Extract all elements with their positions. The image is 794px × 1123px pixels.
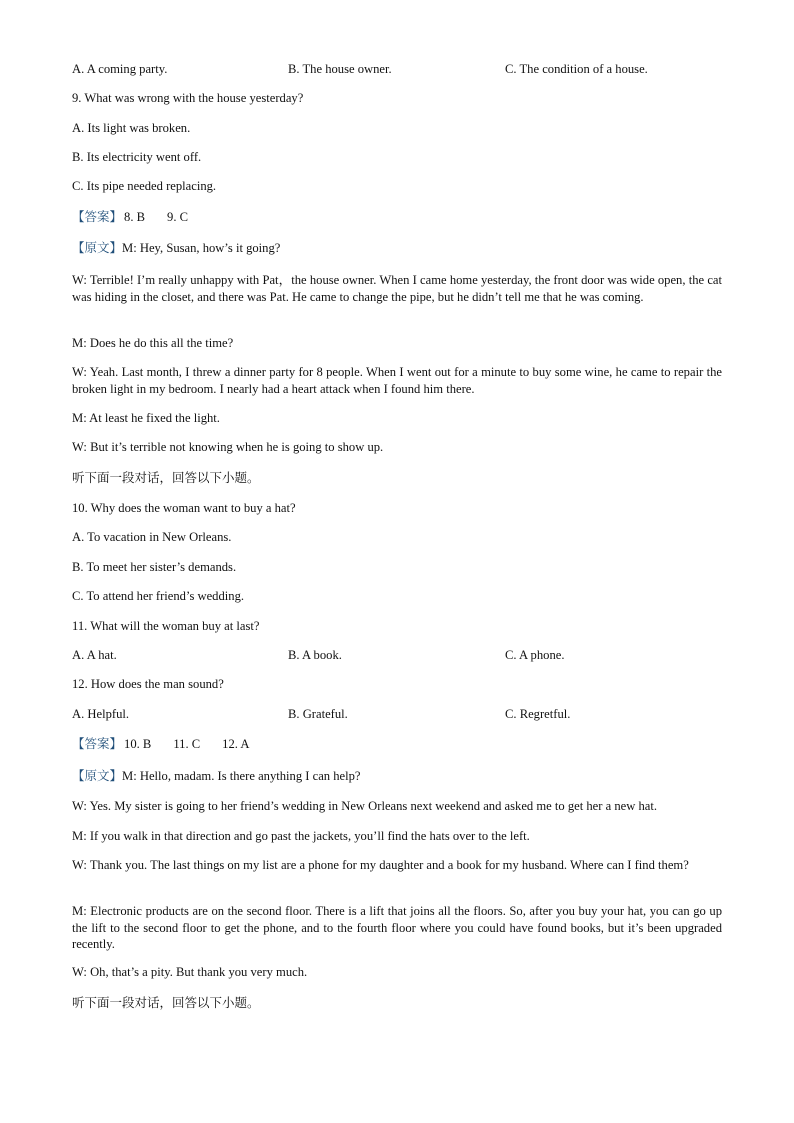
dialogue-line: M: If you walk in that direction and go past the jackets, you’ll find the hats over to the left. bbox=[72, 829, 530, 843]
dialogue-line: M: At least he fixed the light. bbox=[72, 411, 220, 425]
answer-line-2 bbox=[72, 736, 249, 753]
transcript-tag: 【原文】 bbox=[72, 240, 123, 255]
dialogue-text: M: Hey, Susan, how’s it going? bbox=[122, 241, 281, 255]
transcript-tag: 【原文】 bbox=[72, 768, 123, 783]
answer-value: 12. A bbox=[222, 737, 250, 751]
q8-option-a: A. A coming party. bbox=[72, 62, 168, 76]
answer-line-1 bbox=[72, 209, 188, 226]
answer-tag: 【答案】 bbox=[72, 209, 123, 224]
answer-tag: 【答案】 bbox=[72, 736, 123, 751]
q10-option-b: B. To meet her sister’s demands. bbox=[72, 560, 237, 574]
dialogue-paragraph: W: Yeah. Last month, I threw a dinner party for 8 people. When I went out for a minute to buy some wine, he came to repair the broken light in my bedroom. I nearly had a heart attack when I found him there. bbox=[72, 365, 722, 396]
section-instruction: 听下面一段对话，回答以下小题。 bbox=[72, 995, 260, 1010]
q9-option-b: B. Its electricity went off. bbox=[72, 150, 202, 164]
q11-option-b: B. A book. bbox=[288, 648, 342, 662]
transcript-line bbox=[72, 768, 361, 785]
dialogue-line: W: But it’s terrible not knowing when he is going to show up. bbox=[72, 440, 384, 454]
q10-question: 10. Why does the woman want to buy a hat? bbox=[72, 501, 296, 515]
transcript-line bbox=[72, 240, 280, 257]
q9-question: 9. What was wrong with the house yesterday? bbox=[72, 91, 304, 105]
dialogue-line: M: Does he do this all the time? bbox=[72, 336, 234, 350]
answer-value: 9. C bbox=[167, 210, 189, 224]
answer-value: 11. C bbox=[173, 737, 201, 751]
dialogue-line: W: Oh, that’s a pity. But thank you very much. bbox=[72, 965, 308, 979]
q12-option-c: C. Regretful. bbox=[505, 707, 571, 721]
dialogue-paragraph: W: Terrible! I’m really unhappy with Pat，the house owner. When I came home yesterday, the front door was wide open, the cat was hiding in the closet, and there was Pat. He came to change the pipe, but he didn’t tell me that he was coming. bbox=[72, 273, 722, 304]
q12-question: 12. How does the man sound? bbox=[72, 677, 224, 691]
dialogue-paragraph: W: Thank you. The last things on my list are a phone for my daughter and a book for my husband. Where can I find them? bbox=[72, 858, 689, 872]
answer-value: 8. B bbox=[124, 210, 146, 224]
q9-option-c: C. Its pipe needed replacing. bbox=[72, 179, 217, 193]
q10-option-c: C. To attend her friend’s wedding. bbox=[72, 589, 245, 603]
q11-option-c: C. A phone. bbox=[505, 648, 565, 662]
q11-question: 11. What will the woman buy at last? bbox=[72, 619, 260, 633]
q8-option-c: C. The condition of a house. bbox=[505, 62, 648, 76]
q10-option-a: A. To vacation in New Orleans. bbox=[72, 530, 232, 544]
dialogue-text: M: Hello, madam. Is there anything I can help? bbox=[122, 769, 361, 783]
q9-option-a: A. Its light was broken. bbox=[72, 121, 191, 135]
q12-option-a: A. Helpful. bbox=[72, 707, 130, 721]
section-instruction: 听下面一段对话，回答以下小题。 bbox=[72, 470, 260, 485]
dialogue-paragraph: W: Yes. My sister is going to her friend’s wedding in New Orleans next weekend and asked me to get her a new hat. bbox=[72, 799, 658, 813]
q8-option-b: B. The house owner. bbox=[288, 62, 392, 76]
q12-option-b: B. Grateful. bbox=[288, 707, 348, 721]
dialogue-paragraph: M: Electronic products are on the second floor. There is a lift that joins all the floors. So, after you buy your hat, you can go up the lift to the second floor to get the phone, and to the fourth floor where you could have found books, but it’s been upgraded recently. bbox=[72, 904, 722, 951]
q11-option-a: A. A hat. bbox=[72, 648, 117, 662]
answer-value: 10. B bbox=[124, 737, 152, 751]
